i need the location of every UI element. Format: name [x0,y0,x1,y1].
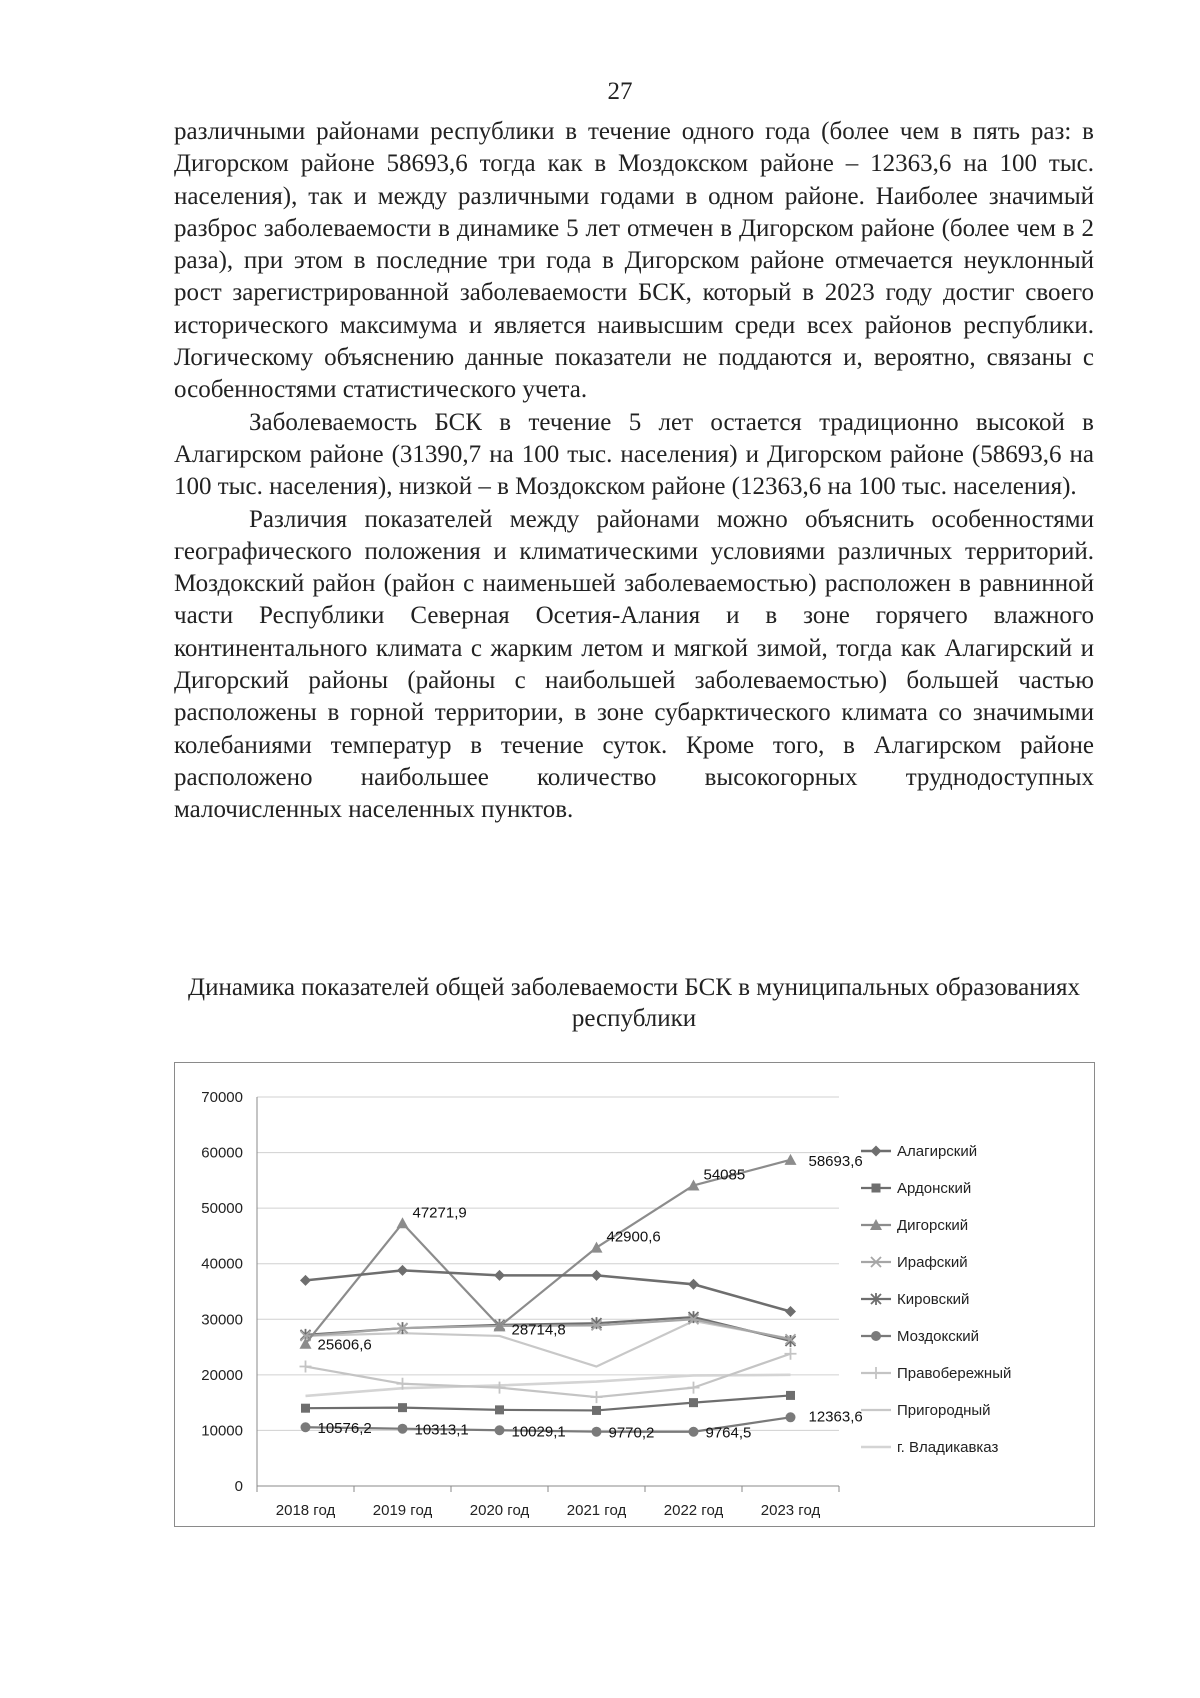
data-label: 9770,2 [608,1424,655,1442]
chart-frame [174,1062,1095,1527]
y-tick-label: 20000 [201,1366,243,1384]
data-point-дигорский [785,1154,797,1165]
y-tick-label: 40000 [201,1255,243,1273]
data-point-алагирский [300,1275,311,1286]
y-tick-label: 60000 [201,1144,243,1162]
y-tick-label: 50000 [201,1200,243,1218]
x-tick-label: 2018 год [275,1502,336,1519]
y-tick-label: 30000 [201,1311,243,1329]
paragraph-2: Заболеваемость БСК в течение 5 лет остается традиционно высокой в Алагирском районе (31390,7 на 100 тыс. населения) и Дигорском районе (58693,6 на 100 тыс. населения), низкой – в Моздокском районе (12363,6 на 100 тыс. населения). [174,408,1094,501]
y-tick-label: 0 [234,1478,243,1495]
series-line-ардонский [306,1395,791,1410]
page-number: 27 [607,78,633,105]
x-tick-label: 2023 год [760,1502,821,1519]
data-label: 12363,6 [808,1408,863,1426]
series-line-дигорский [306,1160,791,1344]
data-point-ардонский [301,1404,310,1413]
data-point-алагирский [591,1270,602,1281]
data-point-правобережный [591,1391,603,1403]
series-line-алагирский [306,1270,791,1311]
legend-label: Ирафский [897,1254,968,1271]
data-label: 28714,8 [511,1321,566,1339]
legend-label: Дигорский [897,1217,969,1234]
data-label: 47271,9 [412,1204,467,1222]
data-point-правобережный [785,1348,797,1360]
data-point-ардонский [592,1406,601,1415]
data-point-дигорский [397,1217,409,1228]
data-point-ардонский [786,1391,795,1400]
data-point-моздокский [689,1427,699,1437]
legend-label: Пригородный [897,1402,991,1419]
data-point-алагирский [397,1265,408,1276]
data-point-ардонский [495,1405,504,1414]
data-point-дигорский [591,1242,603,1253]
legend-label: Правобережный [897,1365,1012,1382]
data-point-алагирский [785,1306,796,1317]
data-point-моздокский [301,1422,311,1432]
data-label: 54085 [703,1166,746,1184]
data-point-моздокский [398,1424,408,1434]
data-point-моздокский [495,1425,505,1435]
x-tick-label: 2020 год [469,1502,530,1519]
data-point-алагирский [494,1270,505,1281]
body-text [174,116,1094,827]
legend-label: Кировский [897,1291,970,1308]
legend-marker [872,1184,881,1193]
data-point-ардонский [398,1403,407,1412]
data-point-ардонский [689,1398,698,1407]
data-point-правобережный [494,1382,506,1394]
data-point-алагирский [688,1279,699,1290]
chart-title: Динамика показателей общей заболеваемости БСК в муниципальных образованиях республики [188,974,1080,1032]
paragraph-3: Различия показателей между районами можно объяснить особенностями географического положения и климатическими условиями различных территорий. Моздокский район (район с наименьшей заболеваемостью) расположен в равнинной части Республики Северная Осетия-Алания и в зоне горячего влажного континентального климата с жарким летом и мягкой зимой, тогда как Алагирский и Дигорский районы (районы с наибольшей заболеваемостью) большей частью расположены в горной территории, в зоне субарктического климата со значимыми колебаниями температур в течение суток. Кроме того, в Алагирском районе расположено наибольшее количество высокогорных труднодоступных малочисленных населенных пунктов. [174,505,1094,824]
data-point-правобережный [300,1361,312,1373]
line-chart [175,1063,1096,1528]
paragraph-1: различными районами республики в течение одного года (более чем в пять раз: в Дигорском районе 58693,6 тогда как в Моздокском районе – 12363,6 на 100 тыс. населения), так и между различными годами в одном районе. Наиболее значимый разброс заболеваемости в динамике 5 лет отмечен в Дигорском районе (более чем в 2 раза), при этом в последние три года в Дигорском районе отмечается неуклонный рост зарегистрированной заболеваемости БСК, который в 2023 году достиг своего исторического максимума и является наивысшим среди всех районов республики. Логическому объяснению данные показатели не поддаются и, вероятно, связаны с особенностями статистического учета. [174,118,1094,404]
x-tick-label: 2022 год [663,1502,724,1519]
legend-marker [871,1331,881,1341]
legend-label: Моздокский [897,1328,980,1345]
data-label: 9764,5 [705,1424,752,1442]
legend-label: Алагирский [897,1143,978,1160]
y-tick-label: 70000 [201,1089,243,1106]
data-label: 10576,2 [317,1420,372,1438]
legend-label: г. Владикавказ [897,1439,999,1456]
data-label: 10029,1 [511,1423,566,1441]
data-point-правобережный [688,1382,700,1394]
legend-label: Ардонский [897,1180,972,1197]
data-point-моздокский [592,1427,602,1437]
data-label: 10313,1 [414,1421,469,1439]
data-label: 58693,6 [808,1152,863,1170]
data-label: 42900,6 [606,1228,661,1246]
y-tick-label: 10000 [201,1422,243,1440]
data-point-моздокский [786,1412,796,1422]
x-tick-label: 2021 год [566,1502,627,1519]
x-tick-label: 2019 год [372,1502,433,1519]
data-label: 25606,6 [317,1336,372,1354]
legend-marker [870,1367,882,1379]
legend-marker [871,1146,882,1157]
